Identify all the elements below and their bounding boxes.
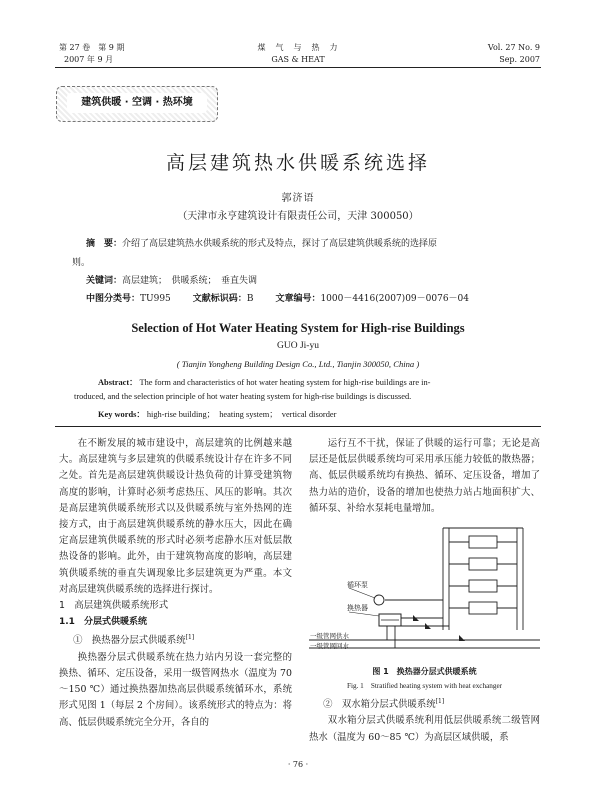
radiator [469, 536, 497, 548]
article-no-value: 1000－4416(2007)09－0076－04 [320, 294, 469, 304]
header-rule [55, 67, 541, 68]
figure-label-primary-return: 一级管网回水 [310, 642, 349, 650]
keywords-cn [86, 273, 257, 286]
header-vol-en: Vol. 27 No. 9 [487, 43, 540, 52]
keywords-cn-label: 关键词： [86, 276, 123, 286]
page-number: · 76 · [287, 760, 309, 769]
article-no-label: 文章编号： [275, 294, 321, 304]
figure-1-caption-en: Fig. 1 Stratified heating system with heat exchanger [346, 682, 503, 690]
author-en: GUO Ji-yu [277, 341, 319, 351]
body-left-column [59, 436, 292, 731]
radiator [469, 558, 497, 570]
figure-label-primary-supply: 一级管网供水 [310, 632, 349, 640]
ref-1b: [1] [435, 698, 445, 705]
radiator [469, 602, 497, 614]
exchanger-paragraph: 换热器分层式供暖系统在热力站内另设一套完整的换热、循环、定压设备，采用一级管网热水（温度为 70～150 ℃）通过换热器加热高层供暖系统循环水，系统形式见图 1（每层 2 个房间）。该系统形式的特点为：将高、低层供暖系统完全分开，各自的 [59, 651, 292, 728]
section-banner-label: 建筑供暖 · 空调 · 热环境 [67, 93, 207, 113]
doc-code-value: B [246, 294, 254, 304]
circulation-pump-icon [374, 595, 384, 605]
body-right-lower [309, 694, 540, 746]
subheading-exchanger-text: ① 换热器分层式供暖系统 [73, 635, 186, 647]
title-cn: 高层建筑热水供暖系统选择 [165, 152, 430, 174]
abstract-en-line1 [98, 376, 430, 388]
clc-label: 中图分类号： [86, 294, 141, 304]
section-banner [56, 86, 218, 122]
affiliation-en: ( Tianjin Yongheng Building Design Co., Ltd., Tianjin 300050, China ) [176, 359, 420, 369]
subheading-double-tank-text: ② 双水箱分层式供暖系统 [323, 699, 436, 711]
header-date: 2007 年 9 月 [64, 55, 114, 64]
keywords-en-text: high-rise building； heating system； vertical disorder [146, 410, 337, 419]
author-cn: 郭济语 [281, 193, 315, 204]
abstract-cn-label: 摘 要： [86, 239, 123, 249]
figure-label-exchanger: 换热器 [347, 604, 368, 612]
title-en: Selection of Hot Water Heating System for High-rise Buildings [131, 321, 465, 335]
figure-1-caption-cn: 图 1 换热器分层式供暖系统 [372, 667, 477, 676]
intro-paragraph: 在不断发展的城市建设中，高层建筑的比例越来越大。高层建筑与多层建筑的供暖系统设计存在许多不同之处。首先是高层建筑供暖设计热负荷的计算受建筑物高度的影响，计算时必须考虑热压、风压的影响。其次是高层建筑供暖系统形式以及供暖系统与室外热网的连接方式，由于高层建筑供暖系统的静水压大，因此在确定高层建筑供暖系统的形式时必须考虑静水压对低层散热设备的影响。此外，由于建筑物高度的影响，高层建筑供暖系统的垂直失调现象比多层建筑更为严重。本文对高层建筑供暖系统的选择进行探讨。 [59, 438, 292, 595]
abstract-en-label: Abstract： [98, 378, 138, 387]
abstract-cn [86, 238, 542, 251]
subheading-double-tank [309, 694, 540, 713]
journal-name-cn: 煤 气 与 热 力 [257, 43, 339, 52]
header-date-en: Sep. 2007 [499, 55, 540, 64]
reliability-paragraph: 运行互不干扰，保证了供暖的运行可靠；无论是高层还是低层供暖系统均可采用承压能力较低的散热器；高、低层供暖系统均有换热、循环、定压设备，增加了热力站的造价，设备的增加也使热力站占地面积扩大、循环泵、补给水泵耗电量增加。 [309, 438, 540, 514]
abstract-rule [55, 426, 541, 427]
section-heading-1-1: 1.1 分层式供暖系统 [59, 617, 147, 628]
figure-label-pump: 循环泵 [347, 581, 368, 589]
header-volume: 第 27 卷 第 9 期 [59, 43, 125, 52]
keywords-en-label: Key words： [98, 410, 145, 419]
abstract-en-text1: The form and characteristics of hot water heating system for high-rise buildings are in- [139, 378, 431, 387]
journal-name-en: GAS & HEAT [271, 55, 325, 64]
body-right-column [309, 436, 540, 517]
doc-code-label: 文献标识码： [192, 294, 247, 304]
subheading-exchanger-system [59, 630, 292, 649]
abstract-cn-cont: 则。 [72, 258, 91, 268]
section-heading-1: 1 高层建筑供暖系统形式 [59, 600, 169, 612]
clc-value: TU995 [140, 294, 171, 304]
keywords-cn-text: 高层建筑； 供暖系统； 垂直失调 [122, 276, 258, 286]
classification-line [86, 291, 542, 304]
radiator [469, 580, 497, 592]
abstract-cn-text: 介绍了高层建筑热水供暖系统的形式及特点，探讨了高层建筑供暖系统的选择原 [122, 239, 438, 249]
ref-1: [1] [185, 634, 195, 642]
keywords-en [98, 408, 336, 420]
double-tank-paragraph: 双水箱分层式供暖系统利用低层供暖系统二级管网热水（温度为 60～85 ℃）为高层区域供暖，系 [309, 715, 540, 743]
affiliation-cn: （天津市永亨建筑设计有限责任公司，天津 300050） [177, 211, 419, 222]
abstract-en-text2: troduced, and the selection principle of hot water heating system for high-rise buildings is discussed. [74, 392, 412, 401]
